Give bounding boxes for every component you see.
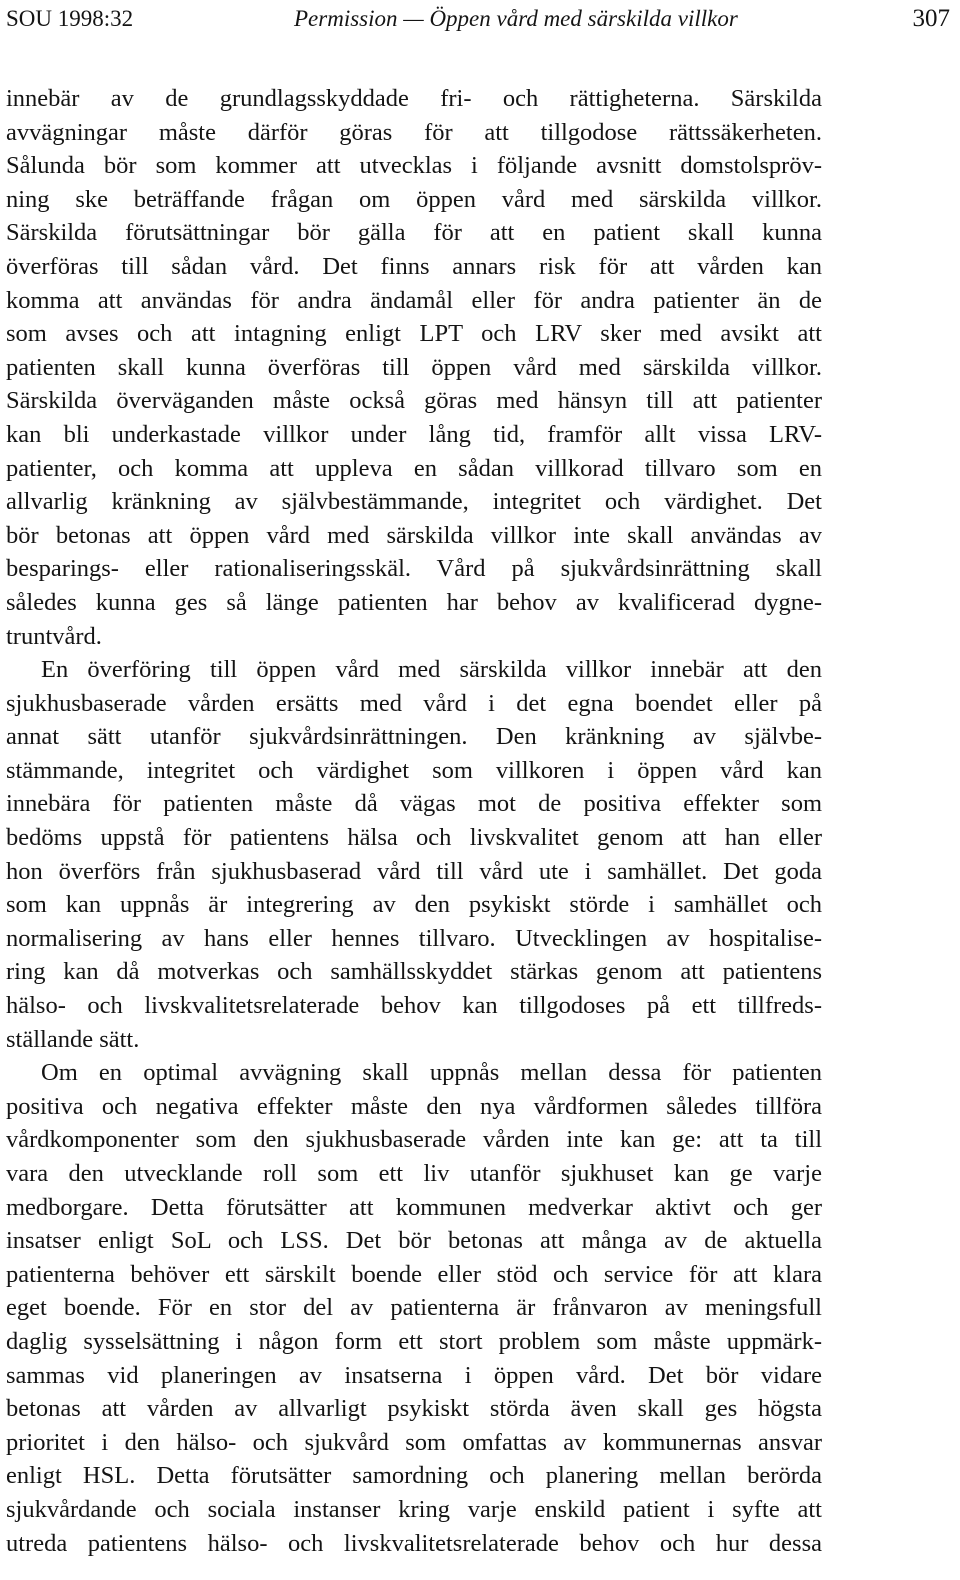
text-line: daglig sysselsättning i någon form ett stort problem som måste uppmärk-: [6, 1327, 822, 1355]
text-line: bedöms uppstå för patientens hälsa och livskvalitet genom att han eller: [6, 824, 822, 852]
text-line: som kan uppnås är integrering av den psykiskt störde i samhället och: [6, 891, 822, 919]
text-line: Sålunda bör som kommer att utvecklas i följande avsnitt domstolspröv-: [6, 152, 822, 180]
text-line: medborgare. Detta förutsätter att kommunen medverkar aktivt och ger: [6, 1193, 822, 1221]
text-line: patienterna behöver ett särskilt boende eller stöd och service för att klara: [6, 1260, 822, 1288]
text-line: prioritet i den hälso- och sjukvård som omfattas av kommunernas ansvar: [6, 1428, 822, 1456]
text-line: ning ske beträffande frågan om öppen vård med särskilda villkor.: [6, 185, 822, 213]
text-line: stämmande, integritet och värdighet som villkoren i öppen vård kan: [6, 756, 822, 784]
text-line: betonas att vården av allvarligt psykiskt störda även skall ges högsta: [6, 1395, 822, 1423]
text-line: besparings- eller rationaliseringsskäl. Vård på sjukvårdsinrättning skall: [6, 555, 822, 583]
text-line: bör betonas att öppen vård med särskilda villkor inte skall användas av: [6, 521, 822, 549]
text-line: överföras till sådan vård. Det finns annars risk för att vården kan: [6, 252, 822, 280]
text-line: komma att användas för andra ändamål eller för andra patienter än de: [6, 286, 822, 314]
text-line: innebär av de grundlagsskyddade fri- och rättigheterna. Särskilda: [6, 85, 822, 112]
text-line: sjukvårdande och sociala instanser kring varje enskild patient i syfte att: [6, 1495, 822, 1523]
text-line: utreda patientens hälso- och livskvalitetsrelaterade behov och hur dessa: [6, 1529, 822, 1557]
text-line: ställande sätt.: [6, 1025, 140, 1053]
running-title: Permission — Öppen vård med särskilda villkor: [294, 6, 738, 31]
text-line: Om en optimal avvägning skall uppnås mellan dessa för patienten: [41, 1059, 822, 1087]
text-line: normalisering av hans eller hennes tillvaro. Utvecklingen av hospitalise-: [6, 924, 822, 952]
text-line: allvarlig kränkning av självbestämmande, integritet och värdighet. Det: [6, 488, 822, 516]
text-line: enligt HSL. Detta förutsätter samordning och planering mellan berörda: [6, 1462, 822, 1490]
text-line: insatser enligt SoL och LSS. Det bör betonas att många av de aktuella: [6, 1227, 822, 1255]
text-line: vårdkomponenter som den sjukhusbaserade vården inte kan ge: att ta till: [6, 1126, 822, 1154]
text-line: avvägningar måste därför göras för att tillgodose rättssäkerheten.: [6, 118, 822, 146]
text-line: kan bli underkastade villkor under lång tid, framför allt vissa LRV-: [6, 420, 822, 448]
text-line: positiva och negativa effekter måste den nya vårdformen således tillföra: [6, 1092, 822, 1120]
text-line: som avses och att intagning enligt LPT och LRV sker med avsikt att: [6, 320, 822, 348]
text-line: sammas vid planeringen av insatserna i öppen vård. Det bör vidare: [6, 1361, 822, 1389]
text-line: patienten skall kunna överföras till öppen vård med särskilda villkor.: [6, 353, 822, 381]
text-line: Särskilda förutsättningar bör gälla för att en patient skall kunna: [6, 219, 822, 247]
text-line: annat sätt utanför sjukvårdsinrättningen. Den kränkning av självbe-: [6, 723, 822, 751]
body-text: [6, 82, 822, 1560]
running-header: [6, 2, 950, 36]
text-line: En överföring till öppen vård med särskilda villkor innebär att den: [41, 656, 822, 684]
text-line: sjukhusbaserade vården ersätts med vård i det egna boendet eller på: [6, 689, 822, 717]
text-line: hälso- och livskvalitetsrelaterade behov kan tillgodoses på ett tillfreds-: [6, 992, 822, 1020]
text-line: patienter, och komma att uppleva en sådan villkorad tillvaro som en: [6, 454, 822, 482]
text-line: hon överförs från sjukhusbaserad vård till vård ute i samhället. Det goda: [6, 857, 822, 885]
text-line: således kunna ges så länge patienten har behov av kvalificerad dygne-: [6, 588, 822, 616]
page-number: 307: [912, 5, 950, 32]
text-line: vara den utvecklande roll som ett liv utanför sjukhuset kan ge varje: [6, 1160, 822, 1187]
text-line: innebära för patienten måste då vägas mot de positiva effekter som: [6, 790, 822, 818]
text-line: truntvård.: [6, 622, 102, 650]
text-line: Särskilda överväganden måste också göras med hänsyn till att patienter: [6, 387, 822, 415]
text-line: eget boende. För en stor del av patienterna är frånvaron av meningsfull: [6, 1294, 822, 1322]
report-reference: SOU 1998:32: [6, 6, 134, 31]
text-line: ring kan då motverkas och samhällsskyddet stärkas genom att patientens: [6, 958, 822, 986]
